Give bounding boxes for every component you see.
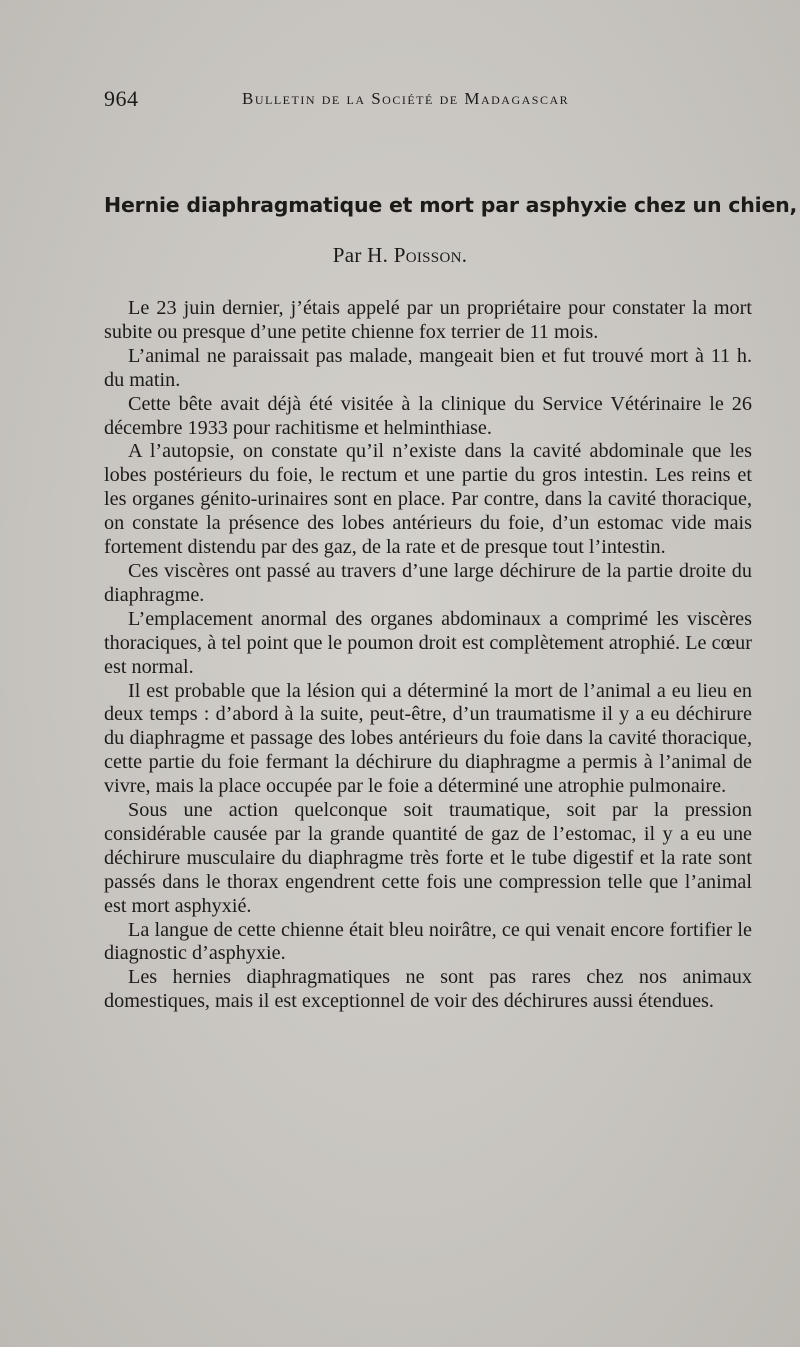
paragraph: L’animal ne paraissait pas malade, mangeait bien et fut trouvé mort à 11 h. du matin.	[104, 344, 752, 391]
article-body	[104, 297, 752, 1014]
running-head: Bulletin de la Société de Madagascar	[242, 89, 570, 108]
page-header	[104, 86, 754, 114]
paragraph: Ces viscères ont passé au travers d’une large déchirure de la partie droite du diaphragme.	[104, 559, 752, 606]
paragraph: Les hernies diaphragmatiques ne sont pas rares chez nos animaux domestiques, mais il est exceptionnel de voir des déchirures aussi étendues.	[104, 966, 752, 1013]
author-prefix: Par H.	[332, 243, 389, 267]
paragraph: A l’autopsie, on constate qu’il n’existe dans la cavité abdominale que les lobes postérieurs du foie, le rectum et une partie du gros intestin. Les reins et les organes génito-urinaires sont en place. Par contre, dans la cavité thoracique, on constate la présence des lobes antérieurs du foie, d’un estomac vide mais fortement distendu par des gaz, de la rate et de presque tout l’intestin.	[104, 440, 752, 559]
paragraph: L’emplacement anormal des organes abdominaux a comprimé les viscères thoraciques, à tel point que le poumon droit est complètement atrophié. Le cœur est normal.	[104, 607, 752, 678]
paragraph: Le 23 juin dernier, j’étais appelé par un propriétaire pour constater la mort subite ou presque d’une petite chienne fox terrier de 11 mois.	[104, 297, 752, 343]
paragraph: La langue de cette chienne était bleu noirâtre, ce qui venait encore fortifier le diagnostic d’asphyxie.	[104, 918, 752, 965]
article-author	[0, 243, 800, 268]
page-number: 964	[104, 86, 139, 111]
paragraph: Il est probable que la lésion qui a déterminé la mort de l’animal a eu lieu en deux temps : d’abord à la suite, peut-être, d’un traumatisme il y a eu déchirure du diaphragme et passage des lobes antérieurs du foie dans la cavité thoracique, cette partie du foie fermant la déchirure du diaphragme a permis à l’animal de vivre, mais la place occupée par le foie a déterminé une atrophie pulmonaire.	[104, 679, 752, 798]
article-title: Hernie diaphragmatique et mort par asphyxie chez un chien,	[104, 193, 798, 217]
paragraph: Cette bête avait déjà été visitée à la clinique du Service Vétérinaire le 26 décembre 1933 pour rachitisme et helminthiase.	[104, 392, 752, 439]
author-name: Poisson.	[393, 243, 468, 267]
paragraph: Sous une action quelconque soit traumatique, soit par la pression considérable causée par la grande quantité de gaz de l’estomac, il y a eu une déchirure musculaire du diaphragme très forte et le tube digestif et la rate sont passés dans le thorax engendrent cette fois une compression telle que l’animal est mort asphyxié.	[104, 799, 752, 917]
